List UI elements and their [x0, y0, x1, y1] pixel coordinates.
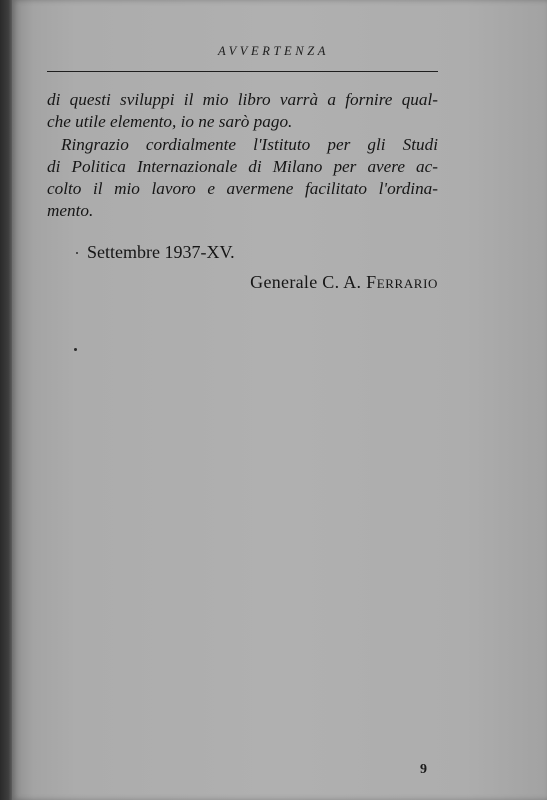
signature [250, 272, 438, 293]
body-line: Ringrazio cordialmente l'Istituto per gli Studi [61, 134, 438, 154]
body-line: colto il mio lavoro e avermene facilitato l'ordina- [47, 179, 438, 199]
paper-speck [74, 348, 77, 351]
signature-prefix: Generale C. A. [250, 272, 362, 292]
body-line: di questi sviluppi il mio libro varrà a fornire qual- [47, 90, 438, 109]
header-rule [47, 71, 438, 72]
body-line: mento. [47, 201, 94, 221]
paper-speck [76, 252, 78, 254]
body-line: che utile elemento, io ne sarò pago. [47, 112, 293, 132]
page-number: 9 [420, 762, 427, 777]
body-line: di Politica Internazionale di Milano per avere ac- [47, 156, 438, 176]
date-line: Settembre 1937-XV. [87, 242, 235, 262]
signature-surname: Ferrario [366, 272, 438, 292]
body-text [47, 89, 438, 223]
running-head: AVVERTENZA [217, 44, 330, 58]
